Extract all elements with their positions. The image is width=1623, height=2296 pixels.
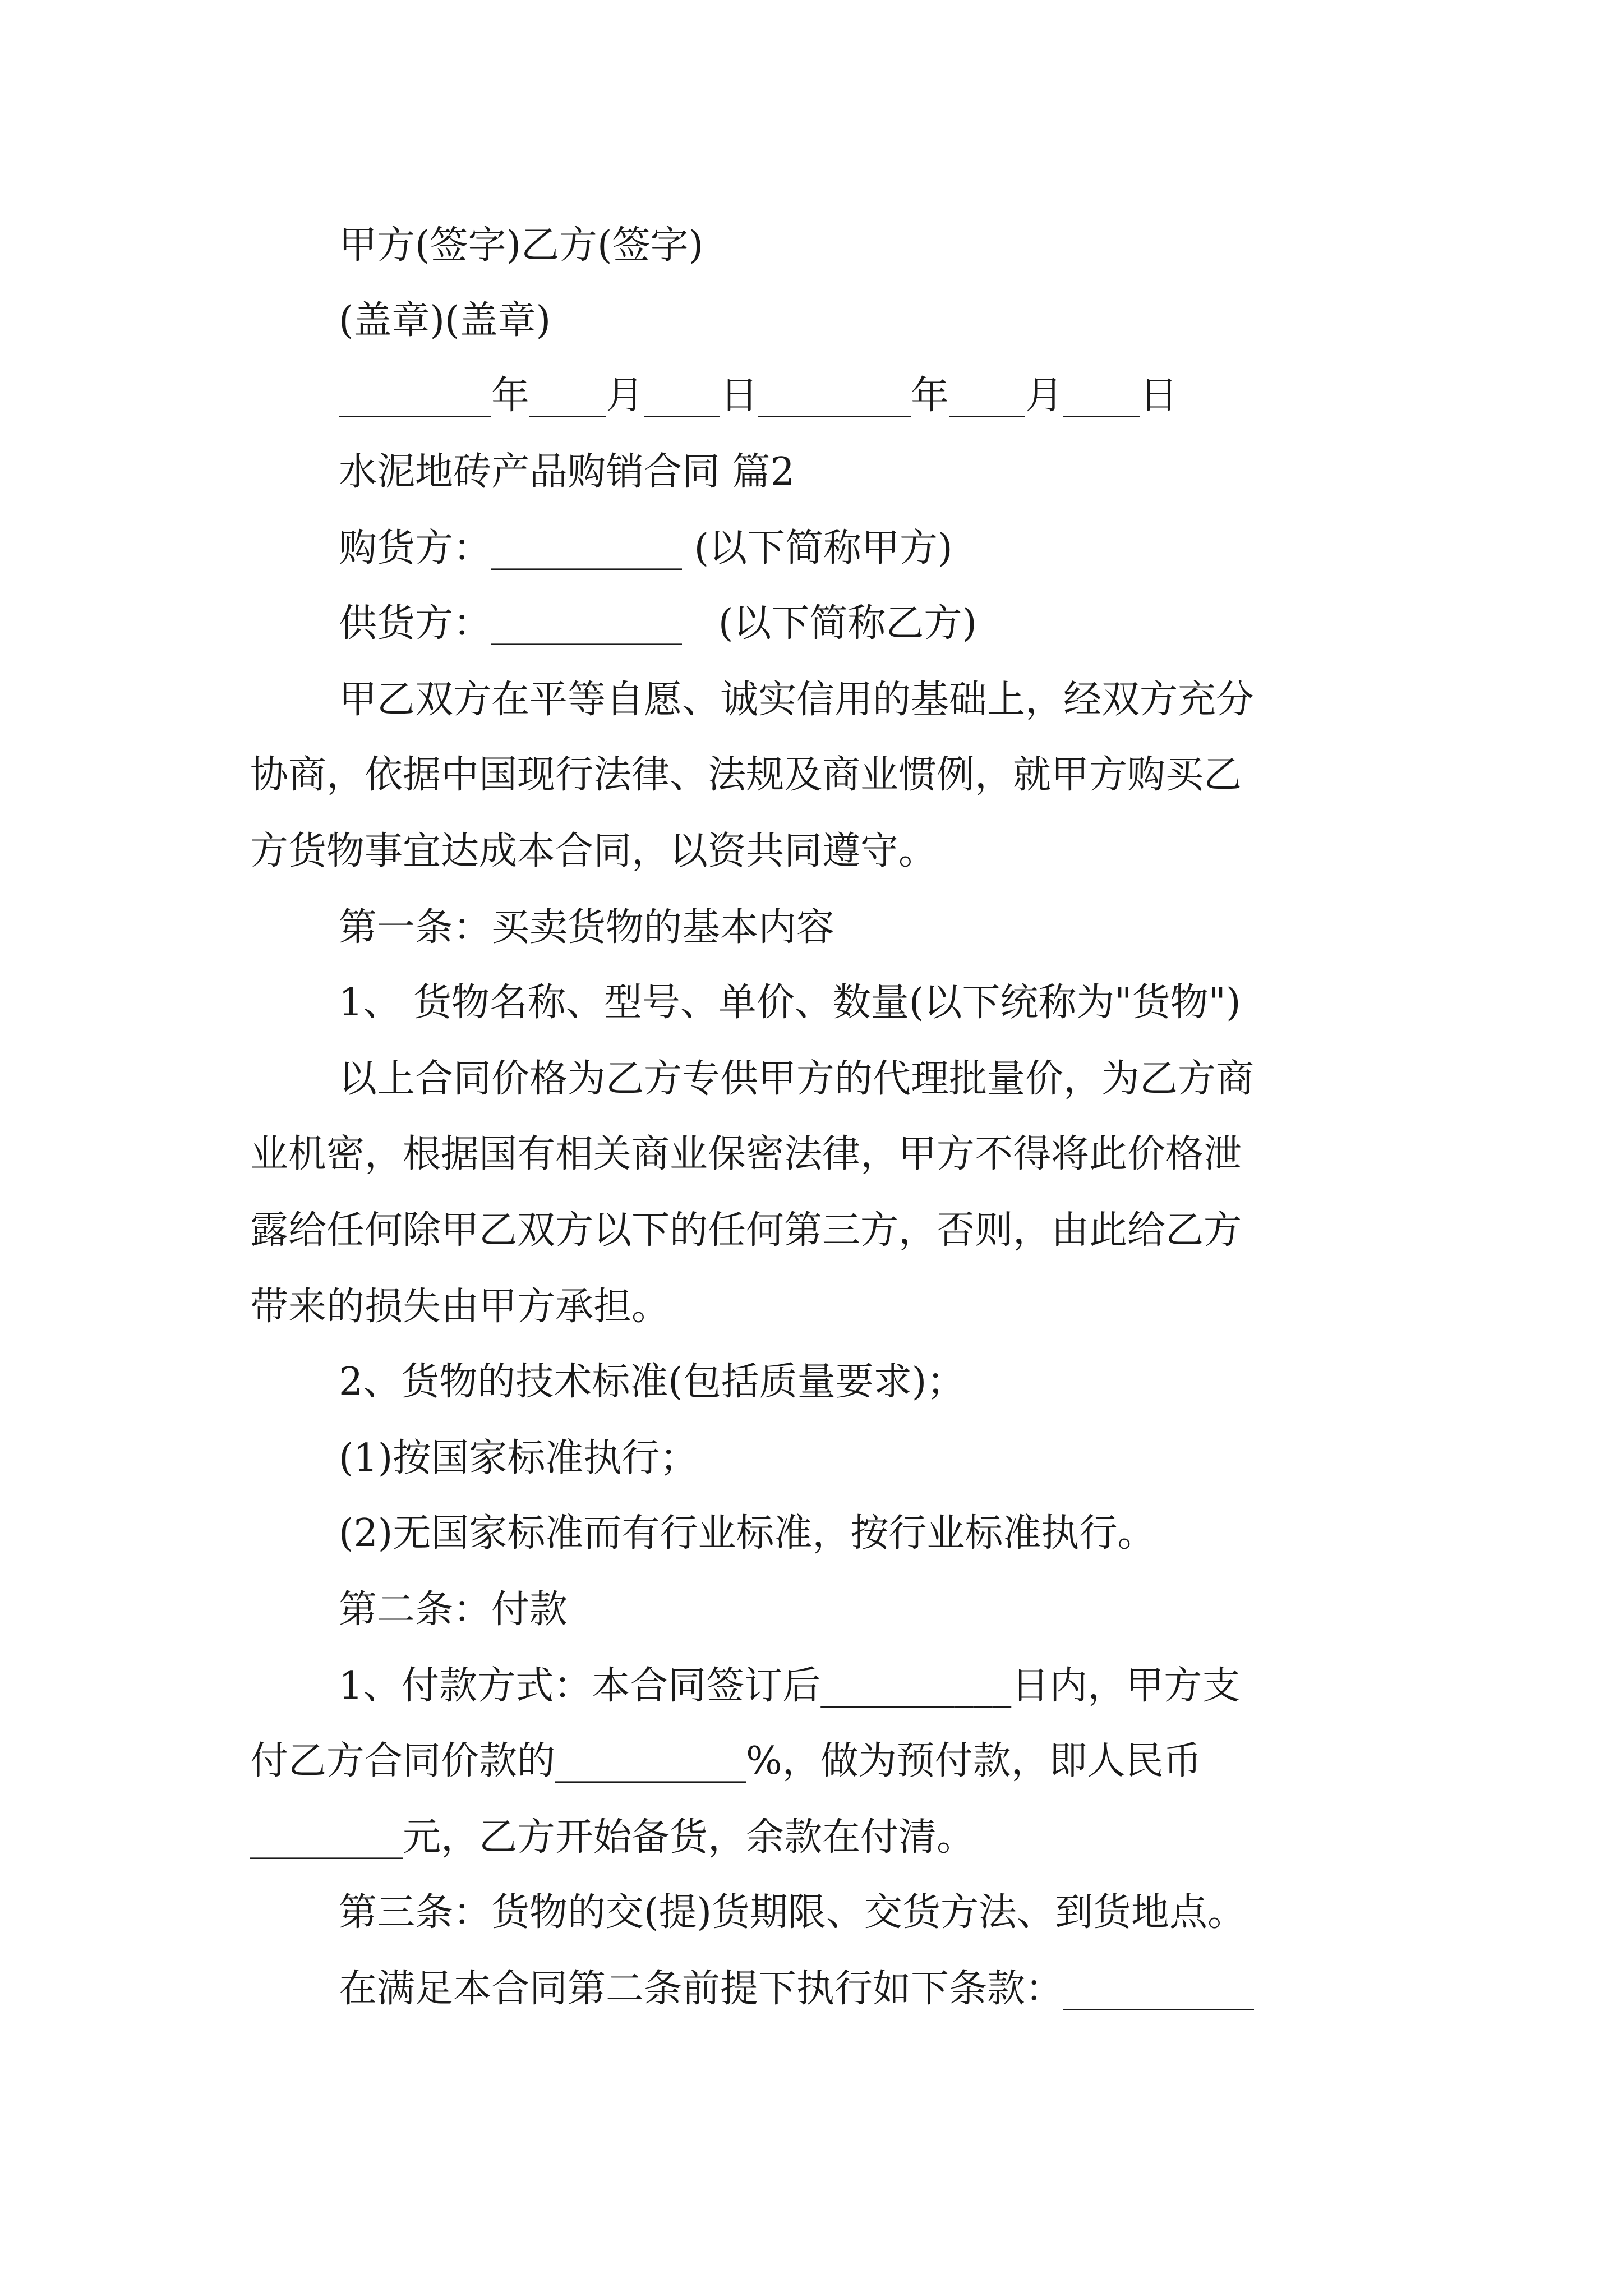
article-heading: 第三条：货物的交(提)货期限、交货方法、到货地点。 <box>339 1890 1246 1935</box>
article-heading: 第一条：买卖货物的基本内容 <box>339 905 835 950</box>
seal-line: (盖章)(盖章) <box>339 298 551 343</box>
paragraph-line: 方货物事宜达成本合同，以资共同遵守。 <box>250 829 937 873</box>
paragraph-line: 1、付款方式：本合同签订后__________日内，甲方支 <box>339 1664 1241 1708</box>
list-item: (2)无国家标准而有行业标准，按行业标准执行。 <box>339 1511 1156 1556</box>
paragraph-line: 在满足本合同第二条前提下执行如下条款：__________ <box>339 1967 1255 2011</box>
signature-line: 甲方(签字)乙方(签字) <box>339 223 704 268</box>
paragraph-line: 露给任何除甲乙双方以下的任何第三方，否则，由此给乙方 <box>250 1208 1242 1253</box>
paragraph-line: 付乙方合同价款的__________%，做为预付款，即人民币 <box>250 1739 1202 1783</box>
paragraph-line: 带来的损失由甲方承担。 <box>250 1285 670 1329</box>
article-heading: 第二条：付款 <box>339 1588 568 1632</box>
paragraph-line: 以上合同价格为乙方专供甲方的代理批量价，为乙方商 <box>339 1057 1255 1101</box>
paragraph-line: 业机密，根据国有相关商业保密法律，甲方不得将此价格泄 <box>250 1132 1242 1176</box>
date-line: ________年____月____日________年____月____日 <box>339 374 1178 418</box>
list-item: (1)按国家标准执行； <box>339 1436 698 1480</box>
paragraph-line: 甲乙双方在平等自愿、诚实信用的基础上，经双方充分 <box>339 678 1255 722</box>
supplier-line: 供货方：__________ (以下简称乙方) <box>339 601 977 646</box>
paragraph-line: 协商，依据中国现行法律、法规及商业惯例，就甲方购买乙 <box>250 753 1242 797</box>
paragraph-line: 1、 货物名称、型号、单价、数量(以下统称为"货物") <box>339 981 1241 1025</box>
paragraph-line: ________元，乙方开始备货，余款在付清。 <box>250 1815 975 1860</box>
section-title: 水泥地砖产品购销合同 篇2 <box>339 450 795 494</box>
paragraph-line: 2、货物的技术标准(包括质量要求)； <box>339 1360 965 1404</box>
buyer-line: 购货方：__________ (以下简称甲方) <box>339 526 953 570</box>
